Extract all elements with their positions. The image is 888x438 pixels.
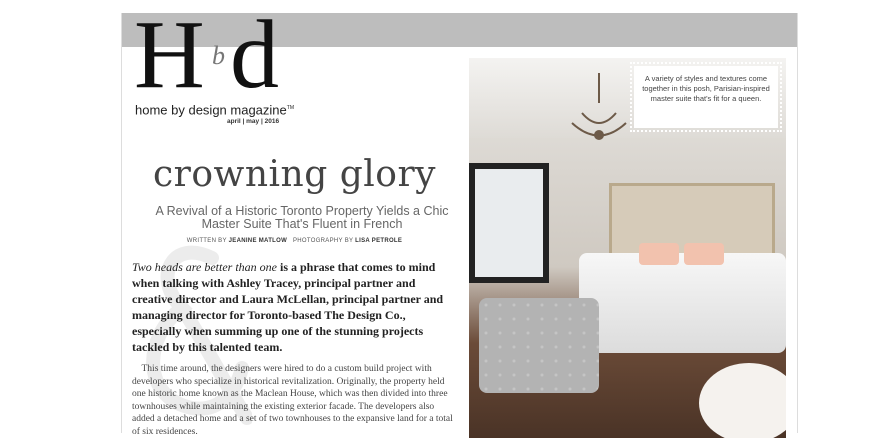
issue-date: april | may | 2016 <box>227 118 280 125</box>
magazine-name: home by design magazine™ <box>135 102 294 118</box>
magazine-page <box>121 1 798 437</box>
body-paragraph: This time around, the designers were hired to do a custom build project with developers who specialize in historical revitalization. Originally, the property held one historic home known as the Maclean House, which was then divided into three townhouses while maintaining the existing exterior facade. The developers also added a detached home and a set of two townhouses to the expansive land for a total of six residences. <box>132 364 453 437</box>
pillow <box>684 243 724 265</box>
article-column <box>122 153 467 438</box>
tufted-bench <box>479 298 599 393</box>
bedroom-photo <box>469 58 786 438</box>
article-title: crowning glory <box>152 154 436 195</box>
bed <box>579 253 786 353</box>
sheepskin-rug <box>699 363 786 438</box>
hbd-logo: H b d <box>134 1 279 109</box>
byline: WRITTEN BY JEANINE MATLOW PHOTOGRAPHY BY LISA PETROLE <box>186 238 403 244</box>
chandelier <box>564 73 634 158</box>
article-subtitle: A Revival of a Historic Toronto Property Yields a Chic Master Suite That's Fluent in French <box>155 204 449 231</box>
lead-paragraph: Two heads are better than one is a phrase that comes to mind when talking with Ashley Tracey, principal partner and creative director and Laura McLellan, principal partner and managing director for Toronto-based The Design Co., especially when summing up one of the stunning projects tackled by this talented team. <box>132 260 444 354</box>
pillow <box>639 243 679 265</box>
photo-caption: A variety of styles and textures come together in this posh, Parisian-inspired master suite that's fit for a queen. <box>634 66 778 128</box>
window <box>469 163 549 283</box>
